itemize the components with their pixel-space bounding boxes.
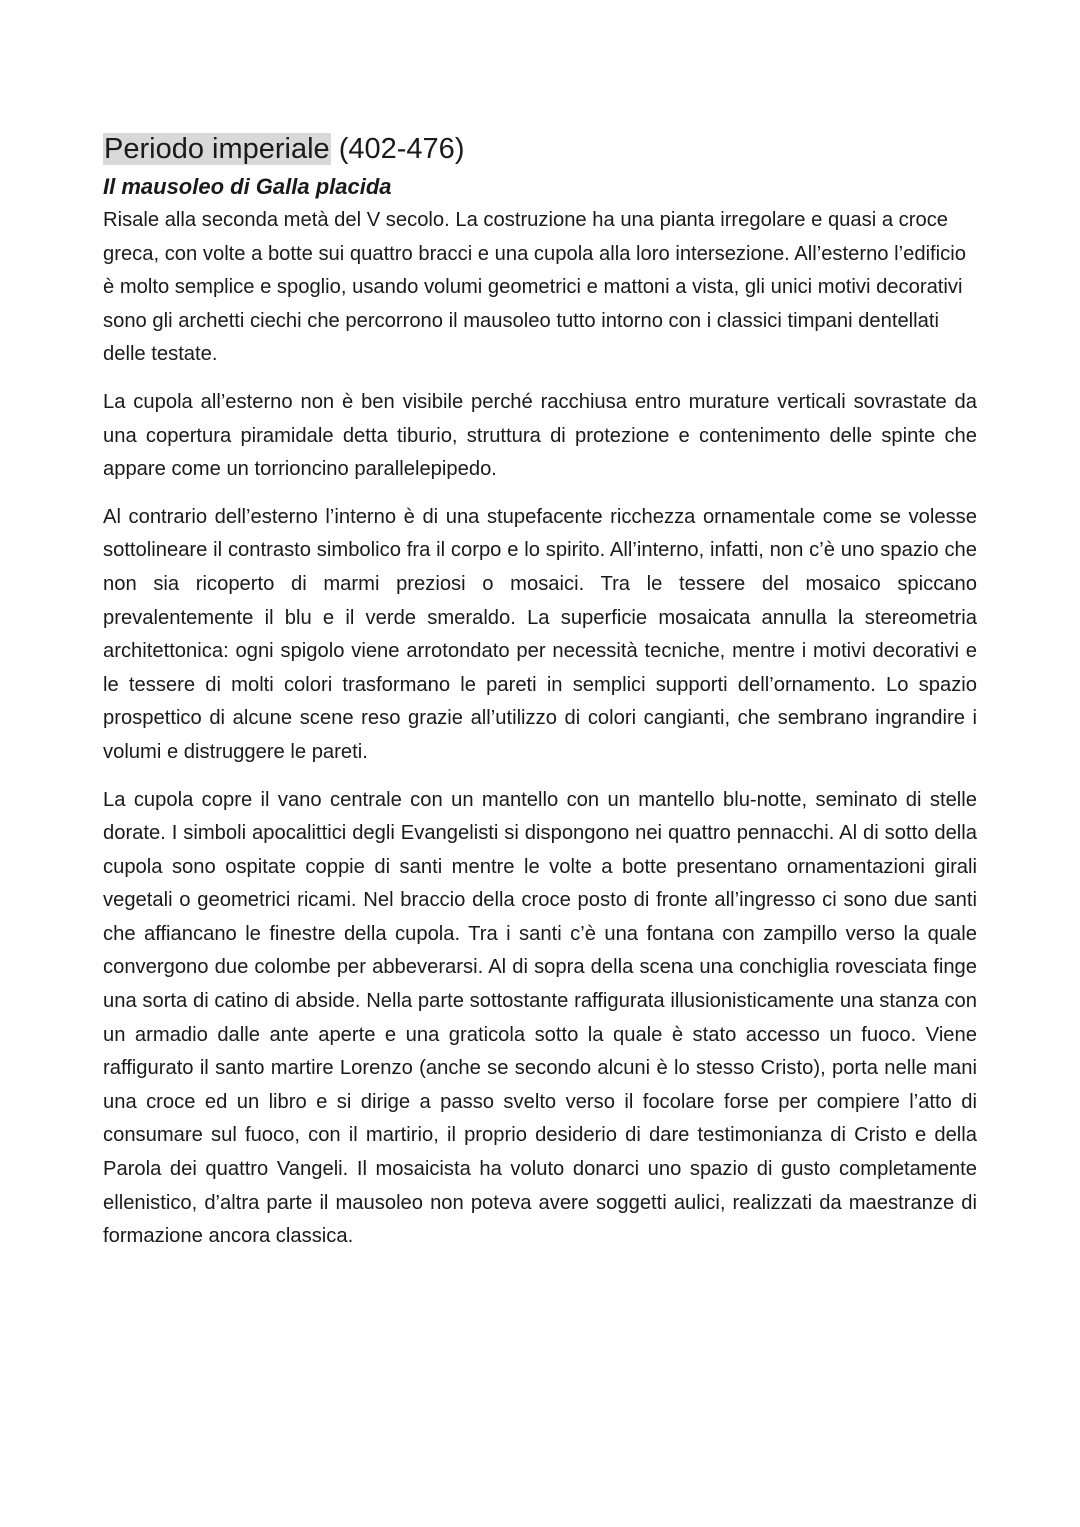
section-heading	[103, 128, 977, 170]
paragraph-dome-mosaics: La cupola copre il vano centrale con un mantello con un mantello blu-notte, seminato di stelle dorate. I simboli apocalittici degli Evangelisti si dispongono nei quattro pennacchi. Al di sotto della cupola sono ospitate coppie di santi mentre le volte a botte presentano ornamentazioni girali vegetali o geometrici ricami. Nel braccio della croce posto di fronte all’ingresso ci sono due santi che affiancano le finestre della cupola. Tra i santi c’è una fontana con zampillo verso la quale convergono due colombe per abbeverarsi. Al di sopra della scena una conchiglia rovesciata finge una sorta di catino di abside. Nella parte sottostante raffigurata illusionisticamente una stanza con un armadio dalle ante aperte e una graticola sotto la quale è stato accesso un fuoco. Viene raffigurato il santo martire Lorenzo (anche se secondo alcuni è lo stesso Cristo), porta nelle mani una croce ed un libro e si dirige a passo svelto verso il focolare forse per compiere l’atto di consumare sul fuoco, con il martirio, il proprio desiderio di dare testimonianza di Cristo e della Parola dei quattro Vangeli. Il mosaicista ha voluto donarci uno spazio di gusto completamente ellenistico, d’altra parte il mausoleo non poteva avere soggetti aulici, realizzati da maestranze di formazione ancora classica.	[103, 788, 977, 1248]
document-page	[103, 128, 977, 1268]
paragraph-exterior: Risale alla seconda metà del V secolo. La costruzione ha una pianta irregolare e quasi a croce greca, con volte a botte sui quattro bracci e una cupola alla loro intersezione. All’esterno l’edificio è molto semplice e spoglio, usando volumi geometrici e mattoni a vista, gli unici motivi decorativi sono gli archetti ciechi che percorrono il mausoleo tutto intorno con i classici timpani dentellati delle testate.	[103, 209, 966, 366]
paragraph-interior: Al contrario dell’esterno l’interno è di una stupefacente ricchezza ornamentale come se volesse sottolineare il contrasto simbolico fra il corpo e lo spirito. All’interno, infatti, non c’è uno spazio che non sia ricoperto di marmi preziosi o mosaici. Tra le tessere del mosaico spiccano prevalentemente il blu e il verde smeraldo. La superficie mosaicata annulla la stereometria architettonica: ogni spigolo viene arrotondato per necessità tecniche, mentre i motivi decorativi e le tessere di molti colori trasformano le pareti in semplici supporti dell’ornamento. Lo spazio prospettico di alcune scene reso grazie all’utilizzo di colori cangianti, che sembrano ingrandire i volumi e distruggere le pareti.	[103, 505, 977, 763]
heading-dates: (402-476)	[330, 133, 465, 165]
heading-highlight: Periodo imperiale	[104, 133, 330, 165]
subheading: Il mausoleo di Galla placida	[103, 174, 392, 199]
paragraph-dome-exterior: La cupola all’esterno non è ben visibile perché racchiusa entro murature verticali sovrastate da una copertura piramidale detta tiburio, struttura di protezione e contenimento delle spinte che appare come un torrioncino parallelepipedo.	[103, 390, 977, 481]
